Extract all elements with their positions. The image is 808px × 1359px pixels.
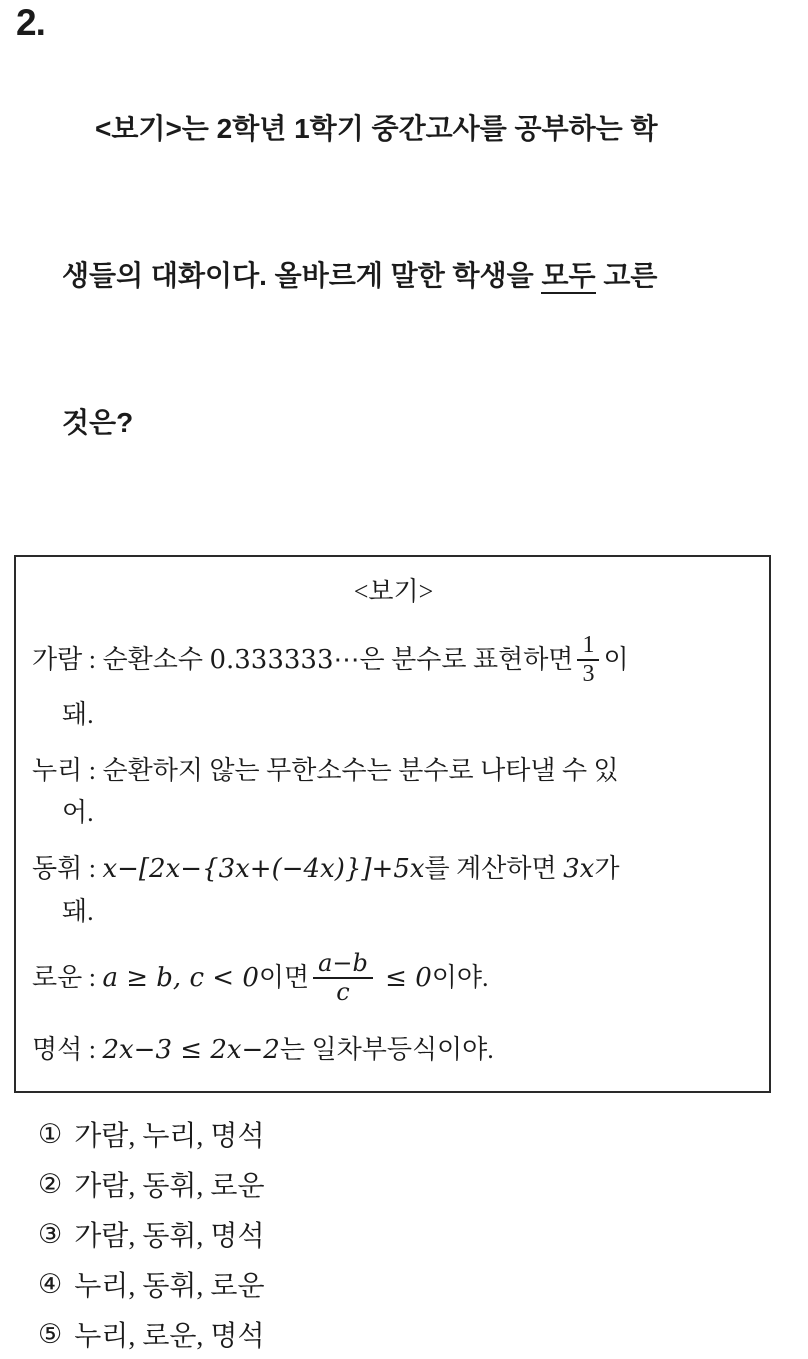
- roun-inequality: ≤ 0: [376, 962, 432, 993]
- donghwi-continuation: 돼.: [62, 896, 94, 926]
- question-line-2-pre: 생들의 대화이다. 올바르게 말한 학생을: [62, 260, 542, 291]
- garam-decimal: 0.333333⋯: [209, 644, 360, 675]
- fraction-denominator: 3: [577, 659, 599, 688]
- choice-5-text: 누리, 로운, 명석: [74, 1321, 265, 1352]
- myeongseok-inequality: 2x−3 ≤ 2x−2: [102, 1034, 280, 1065]
- choice-1-marker: ①: [38, 1118, 63, 1150]
- speaker-name-myeongseok: 명석: [32, 1034, 83, 1064]
- roun-text-1: 이면: [258, 962, 310, 992]
- colon-separator: :: [82, 644, 103, 674]
- choice-4: [38, 1259, 808, 1309]
- choice-1: [38, 1109, 808, 1159]
- question-header: [0, 0, 808, 545]
- choice-1-text: 가람, 누리, 명석: [74, 1121, 265, 1152]
- roun-text-2: 이야.: [431, 962, 489, 992]
- nuri-text-1: 순환하지 않는 무한소수는 분수로 나타낼 수 있: [102, 755, 619, 785]
- roun-conditions: a ≥ b, c < 0: [102, 962, 259, 993]
- garam-text-3: 이: [603, 644, 629, 674]
- colon-separator: :: [82, 1034, 103, 1064]
- colon-separator: :: [82, 962, 103, 992]
- question-line-2-post: 고른: [595, 260, 658, 291]
- nuri-continuation: 어.: [62, 797, 94, 827]
- question-text: [62, 6, 774, 545]
- choice-4-text: 누리, 동휘, 로운: [74, 1271, 265, 1302]
- speaker-line-donghwi: [32, 851, 755, 887]
- fraction-numerator: a−b: [318, 948, 368, 977]
- garam-text-1: 순환소수: [102, 644, 210, 674]
- choice-3: [38, 1209, 808, 1259]
- myeongseok-text-1: 는 일차부등식이야.: [279, 1034, 494, 1064]
- donghwi-result: 3x: [563, 853, 595, 884]
- speaker-name-garam: 가람: [32, 644, 83, 674]
- choice-3-marker: ③: [38, 1218, 63, 1250]
- box-title: <보기>: [353, 577, 434, 606]
- speaker-name-nuri: 누리: [32, 755, 83, 785]
- question-line-2: [62, 251, 774, 300]
- question-line-3: 것은?: [62, 407, 134, 438]
- colon-separator: :: [82, 853, 103, 883]
- question-line-1: <보기>는 2학년 1학기 중간고사를 공부하는 학: [95, 113, 658, 144]
- choice-2: [38, 1159, 808, 1209]
- fraction-one-third: [577, 632, 599, 688]
- choice-4-marker: ④: [38, 1268, 63, 1300]
- colon-separator: :: [82, 755, 103, 785]
- choice-5-marker: ⑤: [38, 1318, 63, 1350]
- speaker-name-donghwi: 동휘: [32, 853, 83, 883]
- donghwi-text-1: 를 계산하면: [424, 853, 564, 883]
- donghwi-text-2: 가: [594, 853, 620, 883]
- choice-2-marker: ②: [38, 1168, 63, 1200]
- question-number: 2.: [16, 2, 45, 43]
- speaker-line-garam: [32, 634, 755, 690]
- garam-text-2: 은 분수로 표현하면: [359, 644, 574, 674]
- bogi-box: [14, 555, 771, 1093]
- speaker-line-myeongseok: [32, 1032, 755, 1068]
- speaker-line-roun: [32, 948, 755, 1008]
- choice-3-text: 가람, 동휘, 명석: [74, 1221, 265, 1252]
- fraction-numerator: 1: [582, 632, 595, 658]
- fraction-a-minus-b-over-c: [313, 950, 373, 1006]
- fraction-denominator: c: [313, 977, 373, 1006]
- answer-choices: [38, 1109, 808, 1359]
- choice-2-text: 가람, 동휘, 로운: [74, 1171, 265, 1202]
- underlined-word: 모두: [541, 260, 595, 294]
- garam-continuation: 돼.: [62, 699, 94, 729]
- speaker-line-nuri: [32, 753, 755, 788]
- choice-5: [38, 1309, 808, 1359]
- speaker-name-roun: 로운: [32, 962, 83, 992]
- donghwi-expression: x−[2x−{3x+(−4x)}]+5x: [102, 853, 425, 884]
